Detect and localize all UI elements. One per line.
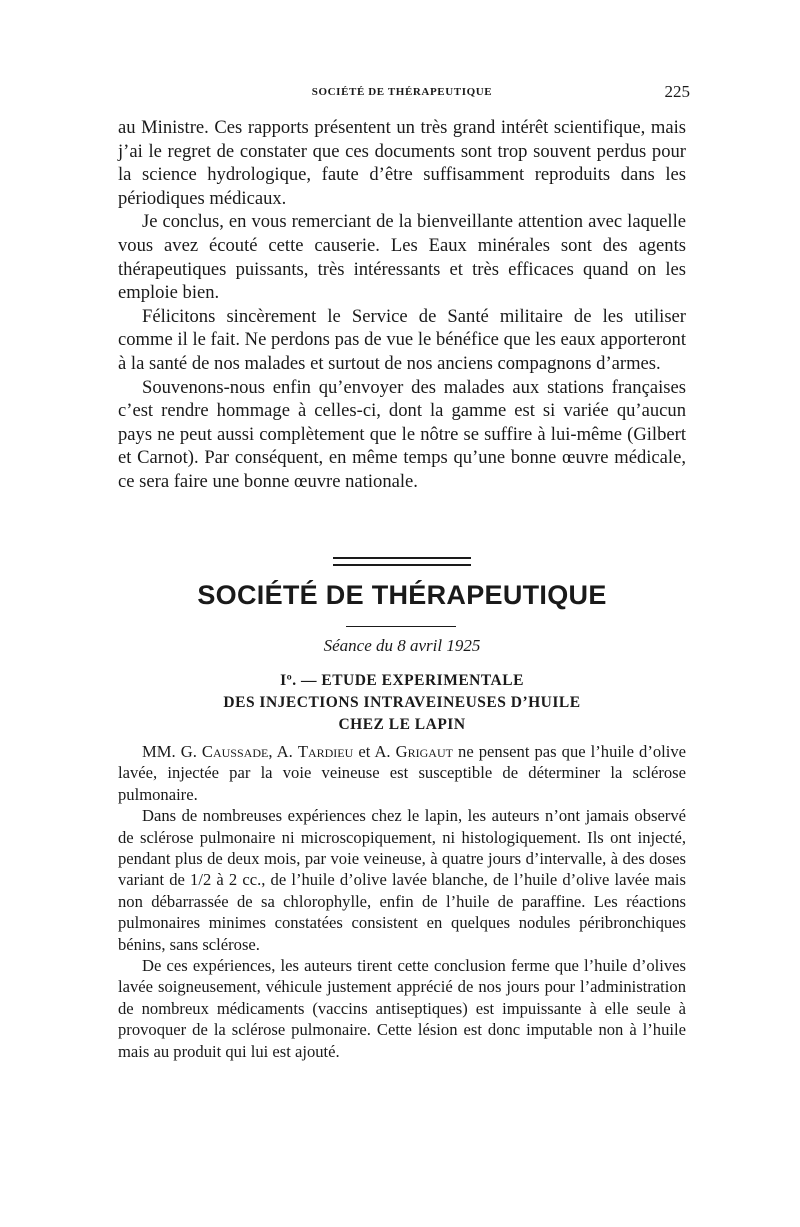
- authors-intro: MM. G.: [142, 742, 197, 761]
- author-separator: , A.: [268, 742, 293, 761]
- paragraph: De ces expériences, les auteurs tirent cette conclusion ferme que l’huile d’olives lavée soigneusement, véhicule justement apprécié de nos jours pour l’administration de nombreux médicaments (vaccins antiseptiques) est impuissante à elle seule à provoquer de la sclérose pulmonaire. Cette lésion est donc imputable non à l’huile mais au produit qui lui est ajouté.: [118, 956, 686, 1061]
- paragraph: [118, 741, 686, 805]
- running-title: SOCIÉTÉ DE THÉRAPEUTIQUE: [311, 86, 493, 98]
- section-divider-double-rule: [333, 557, 471, 566]
- paragraph: Félicitons sincèrement le Service de Santé militaire de les utiliser comme il le fait. Ne perdons pas de vue le bénéfice que les eaux apporteront à la santé de nos malades et surtout de nos anciens compagnons d’armes.: [118, 305, 686, 374]
- previous-article-text: [118, 116, 686, 494]
- section-title: SOCIÉTÉ DE THÉRAPEUTIQUE: [197, 580, 607, 610]
- paragraph: au Ministre. Ces rapports présentent un très grand intérêt scientifique, mais j’ai le regret de constater que ces documents sont trop souvent perdus pour la science hydrologique, faute d’être suffisamment reproduits dans les périodiques médicaux.: [118, 117, 686, 209]
- author-name: Tardieu: [297, 742, 354, 761]
- author-name: Caussade: [201, 742, 269, 761]
- author-name: Grigaut: [395, 742, 453, 761]
- running-head: [118, 82, 690, 104]
- article-title-line: DES INJECTIONS INTRAVEINEUSES D’HUILE: [223, 694, 581, 711]
- article-body: [118, 741, 686, 1062]
- paragraph: Dans de nombreuses expériences chez le lapin, les auteurs n’ont jamais observé de sclérose pulmonaire ni microscopiquement, ni histologiquement. Ils ont injecté, pendant plus de deux mois, par voie veineuse, à quatre jours d’intervalle, à des doses variant de 1/2 à 2 cc., de l’huile d’olive lavée blanche, de l’huile d’olive lavée mais non débarrassée de sa chlorophylle, enfin de l’huile de paraffine. Les réactions pulmonaires minimes constatées consistent en quelques nodules péribronchiques bénins, sans sclérose.: [118, 806, 686, 954]
- paragraph: Je conclus, en vous remerciant de la bienveillante attention avec laquelle vous avez écouté cette causerie. Les Eaux minérales sont des agents thérapeutiques puissants, très intéressants et très efficaces quand on les emploie bien.: [118, 211, 686, 304]
- paragraph-text: ne pensent pas que l’huile d’olive lavée, injectée par la voie veineuse est susceptible de déterminer la sclérose pulmonaire.: [118, 742, 687, 804]
- article-title: [118, 670, 686, 736]
- session-date: Séance du 8 avril 1925: [323, 636, 481, 655]
- article-title-line: CHEZ LE LAPIN: [338, 716, 466, 733]
- author-separator: et A.: [358, 742, 391, 761]
- title-underline-rule: [346, 626, 456, 627]
- page-number: 225: [664, 82, 690, 101]
- paragraph: Souvenons-nous enfin qu’envoyer des malades aux stations françaises c’est rendre hommage à celles-ci, dont la gamme est si variée qu’aucun pays ne peut aussi complètement que le nôtre se suffire à lui-même (Gilbert et Carnot). Par conséquent, en même temps qu’une bonne œuvre médicale, ce sera faire une bonne œuvre nationale.: [118, 376, 686, 492]
- article-title-line: Iº. — ETUDE EXPERIMENTALE: [280, 672, 524, 689]
